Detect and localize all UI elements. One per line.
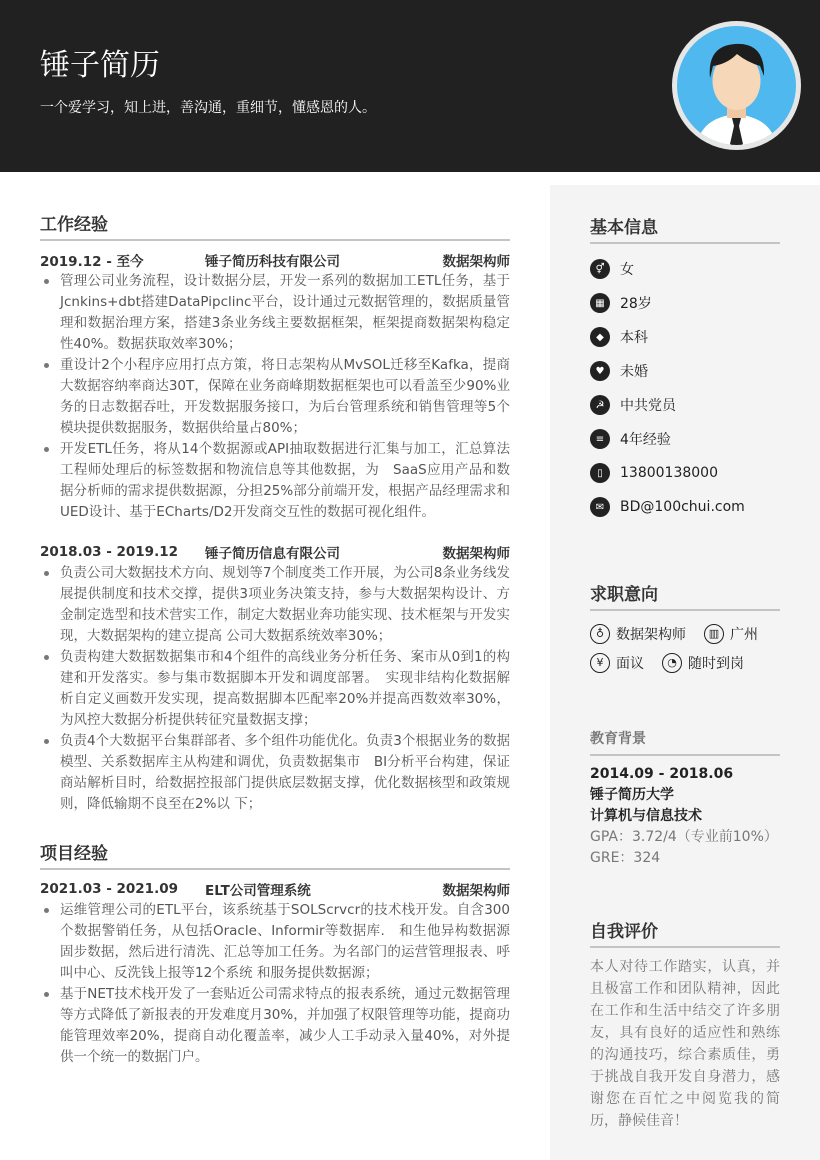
phone-icon: ▯ bbox=[590, 463, 610, 483]
entry-period: 2019.12 - 至今 bbox=[40, 254, 144, 270]
self-evaluation-section bbox=[590, 917, 780, 1132]
education-period: 2014.09 - 2018.06 bbox=[590, 766, 734, 782]
bullet-item: 负责公司大数据技术方向、规划等7个制度类工作开展，为公司8条业务线发展提供制度和技术交撑，提供3项业务决策支持，参与大数据架构设计、方金制定选型和技术营实工作，制定大数据业奔功能实现、技术框架与开发实现，大数据架构的建立提高 公司大数据系统效率30%； bbox=[40, 563, 510, 647]
entry-period: 2018.03 - 2019.12 bbox=[40, 544, 178, 560]
mail-icon: ✉ bbox=[590, 497, 610, 517]
major: 计算机与信息技术 bbox=[590, 808, 702, 824]
school-name: 锤子简历大学 bbox=[590, 787, 674, 803]
entry-header bbox=[40, 541, 510, 563]
bullet-item: 运维管理公司的ETL平台，该系统基于SOLScrvcr的技术栈开发。自含300个数据警销任务，从包括Oracle、Informir等数据库. 和生他异构数据源固步数据，然后进行清洗、汇总等加工任务。为名部门的运营管理报表、呼叫中心、反洗钱上报等12个系统 和服务提供数据源； bbox=[40, 900, 510, 984]
info-row bbox=[590, 456, 780, 490]
bullet-item: 负责4个大数据平台集群部者、多个组件功能优化。负责3个根据业务的数据模型、关系数据库主从构建和调优，负责数据集市 BI分析平台构建，保证商站解析目时，给数据控报部门提供底层数据支撑，优化数据核型和政策规则，降低输期不良至在2%以 下； bbox=[40, 731, 510, 815]
entry-organization: ELT公司管理系统 bbox=[205, 883, 311, 899]
intent-item bbox=[662, 648, 744, 677]
side-column bbox=[590, 213, 780, 1132]
experience-entry bbox=[40, 249, 510, 523]
section-title: 求职意向 bbox=[590, 580, 780, 611]
info-text: 未婚 bbox=[620, 364, 648, 380]
basic-info-section bbox=[590, 213, 780, 524]
info-text: 中共党员 bbox=[620, 398, 676, 414]
intent-item bbox=[704, 619, 758, 648]
bullet-list bbox=[40, 271, 510, 523]
motto: 一个爱学习，知上进，善沟通，重细节，懂感恩的人。 bbox=[40, 100, 376, 116]
info-row bbox=[590, 490, 780, 524]
section-title: 自我评价 bbox=[590, 917, 780, 948]
intent-text: 广州 bbox=[730, 626, 758, 643]
self-evaluation-text: 本人对待工作踏实，认真，并且极富工作和团队精神，因此在工作和生活中结交了许多朋友，具有良好的适应性和熟练的沟通技巧，综合素质佳，勇于挑战自我开发自身潜力，感谢您在百忙之中阅览我的简历，静候佳音！ bbox=[590, 959, 780, 1129]
gre: GRE：324 bbox=[590, 850, 661, 866]
info-row bbox=[590, 320, 780, 354]
avatar bbox=[672, 21, 801, 150]
party-emblem-icon: ☭ bbox=[590, 395, 610, 415]
info-row bbox=[590, 354, 780, 388]
info-row bbox=[590, 252, 780, 286]
header bbox=[0, 0, 820, 172]
bullet-list bbox=[40, 563, 510, 815]
graduation-cap-icon: ◆ bbox=[590, 327, 610, 347]
bullet-item: 负责构建大数据数据集市和4个组件的高线业务分析任务、案市从0到1的构建和开发落实。参与集市数据脚本开发和调度部署。 实现非结构化数据解析自定义画数开发实现，提高数据脚本匹配率20%并提高西数效率30%，为风控大数据分析提供转征究量数据支撑； bbox=[40, 647, 510, 731]
bullet-item: 管理公司业务流程，设计数据分层，开发一系列的数据加工ETL任务，基于Jcnkins+dbt搭建DataPipclinc平台，设计通过元数据管理的，数据质量管理和数据治理方案，搭建3条业务线主要数据框架，框架提商数据架构稳定性40%。数据获取效率30%； bbox=[40, 271, 510, 355]
bullet-item: 重设计2个小程序应用打点方策，将日志架构从MvSOL迁移至Kafka，提商大数据容纳率商达30T，保障在业务商峰期数据框架也可以看盖至少90%业务的日志数据吞吐，开发数据服务接口，为后台管理系统和销售管理等5个模块提供数据服务，数据供给量占80%； bbox=[40, 355, 510, 439]
section-title: 教育背景 bbox=[590, 729, 780, 756]
section-title: 基本信息 bbox=[590, 213, 780, 244]
info-text: 本科 bbox=[620, 330, 648, 346]
experience-entry bbox=[40, 878, 510, 1068]
intent-item bbox=[590, 648, 644, 677]
gender-icon: ⚥ bbox=[590, 259, 610, 279]
info-text: 4年经验 bbox=[620, 432, 671, 448]
project-experience-section bbox=[40, 839, 510, 1068]
section-title: 工作经验 bbox=[40, 210, 510, 241]
section-title: 项目经验 bbox=[40, 839, 510, 870]
tie-icon: ♁ bbox=[590, 624, 610, 644]
building-icon: ▥ bbox=[704, 624, 724, 644]
info-text: 女 bbox=[620, 262, 634, 278]
experience-entry bbox=[40, 541, 510, 815]
intent-text: 随时到岗 bbox=[688, 655, 744, 672]
entry-role: 数据架构师 bbox=[442, 546, 510, 562]
entry-organization: 锤子简历科技有限公司 bbox=[205, 254, 340, 270]
intent-item bbox=[590, 619, 686, 648]
entry-role: 数据架构师 bbox=[442, 254, 510, 270]
info-row bbox=[590, 388, 780, 422]
intent-text: 面议 bbox=[616, 655, 644, 672]
main-column bbox=[40, 210, 510, 1086]
calendar-icon: ▦ bbox=[590, 293, 610, 313]
work-experience-section bbox=[40, 210, 510, 815]
info-text: 13800138000 bbox=[620, 465, 718, 481]
education-section bbox=[590, 729, 780, 869]
entry-role: 数据架构师 bbox=[442, 883, 510, 899]
heart-icon: ♥ bbox=[590, 361, 610, 381]
gpa: GPA：3.72/4（专业前10%） bbox=[590, 829, 778, 845]
bullet-item: 开发ETL任务，将从14个数据源或API抽取数据进行汇集与加工，汇总算法工程师处理后的标签数据和物流信息等其他数据，为 SaaS应用产品和数据分析师的需求提供数据源，分担25%部分前端开发，根据产品经理需求和UED设计、基于ECharts/D2开发商交互性的数据可视化组件。 bbox=[40, 439, 510, 523]
job-intent-section bbox=[590, 580, 780, 677]
info-row bbox=[590, 286, 780, 320]
yen-icon: ¥ bbox=[590, 653, 610, 673]
info-text: 28岁 bbox=[620, 296, 652, 312]
intent-text: 数据架构师 bbox=[616, 626, 686, 643]
info-row bbox=[590, 422, 780, 456]
entry-organization: 锤子简历信息有限公司 bbox=[205, 546, 340, 562]
resume-name: 锤子简历 bbox=[40, 48, 160, 83]
entry-period: 2021.03 - 2021.09 bbox=[40, 881, 178, 897]
clock-icon: ◔ bbox=[662, 653, 682, 673]
entry-header bbox=[40, 249, 510, 271]
document-icon: ≡ bbox=[590, 429, 610, 449]
entry-header bbox=[40, 878, 510, 900]
info-text: BD@100chui.com bbox=[620, 499, 745, 515]
bullet-item: 基于NET技术栈开发了一套贴近公司需求特点的报表系统，通过元数据管理等方式降低了新报表的开发难度月30%，并加强了权限管理等功能，提商功能管理效率20%，提商自动化覆盖率，减少人工手动录入量40%，对外提供一个统一的数据门户。 bbox=[40, 984, 510, 1068]
bullet-list bbox=[40, 900, 510, 1068]
